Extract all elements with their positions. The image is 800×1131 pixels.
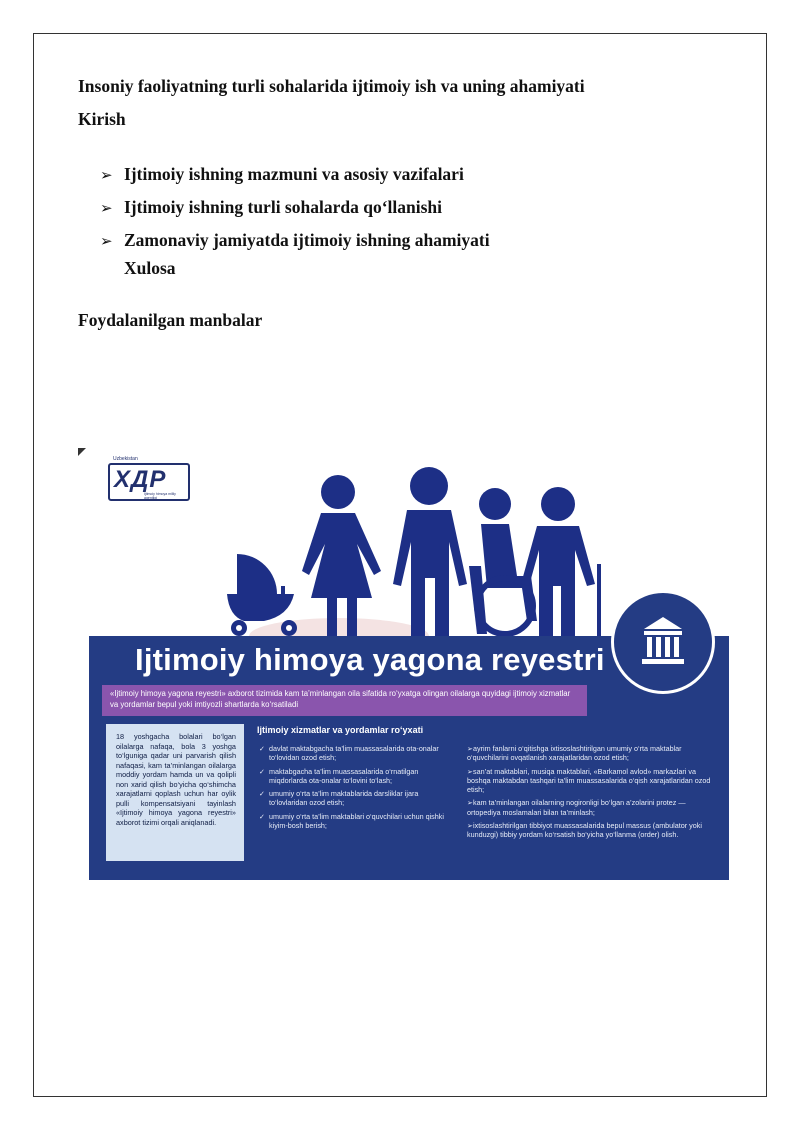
government-building-icon	[611, 590, 715, 694]
list-item-text: ixtisoslashtirilgan tibbiyot muassasalarida bepul massus (ambulator yoki kunduzgi) tibbiy yordam ko‘rsatish bo‘yicha yo‘llanma (order) olish.	[467, 821, 702, 840]
list-item	[467, 767, 717, 795]
list-item	[259, 789, 449, 808]
contents-item	[100, 191, 490, 224]
list-item	[259, 812, 449, 831]
list-item-text: davlat maktabgacha ta’lim muassasalarida ota-onalar to‘lovidan ozod etish;	[269, 744, 439, 763]
wheelchair-icon	[469, 488, 537, 634]
conclusion-heading: Xulosa	[124, 258, 176, 278]
check-icon: ✓	[259, 766, 266, 776]
contents-item	[100, 224, 490, 257]
arrow-bullet-icon: ➢	[467, 821, 474, 831]
registry-banner: «Ijtimoiy himoya yagona reyestri» axborot tizimida kam ta’minlangan oila sifatida ro‘yxatga olingan oilalarga quyidagi ijtimoiy xizmatlar va yordamlar bepul yoki imtiyozli shartlarda ko‘rsatiladi	[102, 685, 587, 716]
logo-subtext: Ijtimoiy himoya milliy agentligi	[144, 492, 176, 500]
list-item	[259, 744, 449, 763]
list-item-text: kam ta’minlangan oilalarning nogironligi bo‘lgan a’zolarini protez — ortopediya moslamalari bilan ta’minlash;	[467, 798, 686, 817]
contents-list	[100, 158, 490, 257]
list-item	[467, 744, 717, 763]
image-corner-mark	[78, 448, 86, 456]
contents-item	[100, 158, 490, 191]
logo-text: ХДР	[114, 466, 167, 493]
arrow-bullet-icon: ➢	[467, 766, 474, 776]
list-item-text: maktabgacha ta’lim muassasalarida o‘rnatilgan miqdorlarda ota-onalar to‘lovini to‘lash;	[269, 766, 419, 785]
arrow-bullet-icon: ➢	[100, 231, 113, 250]
arrow-bullet-icon: ➢	[100, 165, 113, 184]
list-item-text: ayrim fanlarni o‘qitishga ixtisoslashtirilgan umumiy o‘rta maktablar o‘quvchilarini ovqatlanish xarajatlaridan ozod etish;	[467, 744, 682, 763]
arrow-bullet-icon: ➢	[100, 198, 113, 217]
list-item	[467, 798, 717, 817]
services-column-left	[259, 744, 449, 834]
building-glyph	[614, 593, 712, 691]
list-item-text: san’at maktablari, musiqa maktablari, «Barkamol avlod» markazlari va boshqa maktabdan tashqari ta’lim muassasalarida o‘qish xarajatlaridan ozod etish;	[467, 766, 711, 795]
contents-item-label: Ijtimoiy ishning mazmuni va asosiy vazifalari	[124, 164, 464, 184]
xdr-logo	[108, 456, 190, 501]
infographic-title: Ijtimoiy himoya yagona reyestri	[135, 642, 605, 677]
woman-figure-icon	[302, 475, 381, 636]
document-title: Insoniy faoliyatning turli sohalarida ijtimoiy ish va uning ahamiyati	[78, 76, 585, 96]
logo-caption: Uzbekistan	[113, 456, 138, 462]
intro-heading: Kirish	[78, 109, 126, 129]
arrow-bullet-icon: ➢	[467, 798, 474, 808]
benefits-info-box: 18 yoshgacha bolalari bo‘lgan oilalarga nafaqa, bola 3 yoshga to‘lguniga qadar uni parvarish qilish nafaqasi, kam ta’minlangan oilalarga moddiy yordam hamda un va qolipli non xarid qilish bo‘yicha qo‘shimcha xarajatlarni qoplash uchun har oylik pulli kompensatsiyani tayinlash «Ijtimoiy himoya yagona reyestri» axborot tizimi orqali aniqlanadi.	[106, 724, 244, 861]
man-figure-icon	[393, 467, 467, 636]
sources-heading: Foydalanilgan manbalar	[78, 310, 263, 330]
contents-item-label: Zamonaviy jamiyatda ijtimoiy ishning ahamiyati	[124, 230, 490, 250]
registry-infographic	[89, 456, 729, 880]
list-item-text: umumiy o‘rta ta’lim maktablari o‘quvchilari uchun qishki kiyim-bosh berish;	[269, 811, 444, 831]
services-column-right	[467, 744, 717, 844]
check-icon: ✓	[259, 789, 266, 799]
arrow-bullet-icon: ➢	[467, 744, 474, 753]
list-item	[259, 767, 449, 786]
check-icon: ✓	[259, 811, 266, 821]
services-list-title: Ijtimoiy xizmatlar va yordamlar ro‘yxati	[257, 725, 424, 735]
contents-item-label: Ijtimoiy ishning turli sohalarda qo‘llanishi	[124, 197, 442, 217]
list-item	[467, 821, 717, 840]
check-icon: ✓	[259, 744, 266, 753]
stroller-icon	[227, 554, 297, 636]
list-item-text: umumiy o‘rta ta’lim maktablarida darsliklar ijara to‘lovlaridan ozod etish;	[269, 789, 419, 808]
